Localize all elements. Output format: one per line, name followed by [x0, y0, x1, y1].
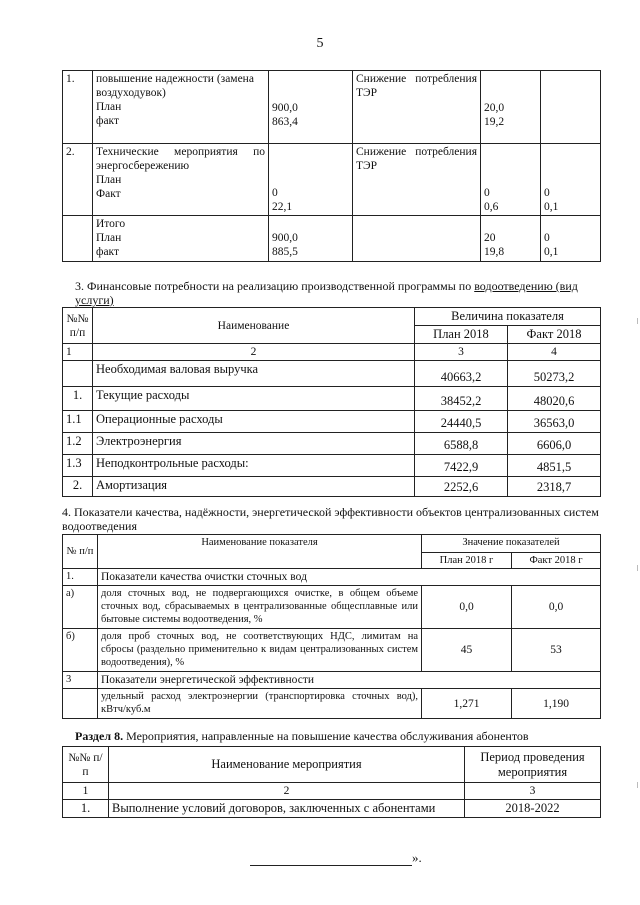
table-row: 1. Выполнение условий договоров, заключенных с абонентами 2018-2022 [63, 800, 601, 818]
col-num-header: № п/п [63, 535, 98, 569]
scan-mark [637, 318, 638, 324]
section4-heading: 4. Показатели качества, надёжности, энергетической эффективности объектов централизованных систем водоотведения [62, 505, 599, 533]
col-value-header: Значение показателей [422, 535, 601, 553]
finance-table [62, 307, 601, 497]
table-row: б) доля проб сточных вод, не соответствующих НДС, лимитам на сбросы (раздельно применительно к видам централизованных систем водоотведения), % 45 53 [63, 629, 601, 672]
table-row: а) доля сточных вод, не подвергающихся очистке, в общем объеме сточных вод, сбрасываемых в централизованные общесплавные или бытовые системы водоотведения, % 0,0 0,0 [63, 586, 601, 629]
measure-name: Итого План факт [93, 216, 269, 262]
col-period-header: Период проведения мероприятия [465, 747, 601, 783]
scan-mark [637, 782, 638, 788]
col-fact-header: Факт 2018 [508, 326, 601, 344]
col-num-header: №№ п/п [63, 747, 109, 783]
measures-table [62, 70, 601, 262]
col-plan-header: План 2018 г [422, 553, 512, 569]
closing-quote: ». [412, 850, 422, 865]
table-row: Необходимая валовая выручка 40663,2 50273,2 [63, 361, 601, 387]
section3-heading: 3. Финансовые потребности на реализацию производственной программы по водоотведению (вид услуги) [75, 279, 578, 307]
table-row: Итого План факт 900,0 885,5 20 19,8 0 0,1 [63, 216, 601, 262]
col-name-header: Наименование [93, 308, 415, 344]
col-value-header: Величина показателя [415, 308, 601, 326]
table-row: 1.3 Неподконтрольные расходы: 7422,9 4851,5 [63, 455, 601, 477]
table-row: 1. повышение надежности (замена воздуходувок) План факт 900,0 863,4 Снижение потребления ТЭР 20,0 19,2 [63, 71, 601, 144]
measure-name: Технические мероприятия по энергосбережению План Факт [93, 144, 269, 216]
table-row: 1. Показатели качества очистки сточных вод [63, 569, 601, 586]
table-row: 1.1 Операционные расходы 24440,5 36563,0 [63, 411, 601, 433]
col-plan-header: План 2018 [415, 326, 508, 344]
scan-mark [637, 565, 638, 571]
col-name-header: Наименование показателя [98, 535, 422, 569]
table-row: удельный расход электроэнергии (транспортировка сточных вод), кВтч/куб.м 1,271 1,190 [63, 689, 601, 719]
page-number: 5 [316, 36, 324, 51]
quality-table [62, 534, 601, 719]
service-quality-table [62, 746, 601, 818]
table-row: 1. Текущие расходы 38452,2 48020,6 [63, 387, 601, 411]
index-row: 1 2 3 [63, 783, 601, 800]
table-row: 2. Технические мероприятия по энергосбережению План Факт 0 22,1 Снижение потребления ТЭР 0 0,6 0 0,1 [63, 144, 601, 216]
col-num-header: №№ п/п [63, 308, 93, 344]
col-name-header: Наименование мероприятия [109, 747, 465, 783]
closing-signature [250, 850, 422, 866]
index-row: 1 2 3 4 [63, 344, 601, 361]
table-row: 1.2 Электроэнергия 6588,8 6606,0 [63, 433, 601, 455]
table-row: 3 Показатели энергетической эффективности [63, 672, 601, 689]
service-type-link: водоотведению (вид [474, 279, 578, 293]
measure-name: повышение надежности (замена воздуходувок) План факт [93, 71, 269, 144]
signature-line [250, 855, 412, 866]
table-row: 2. Амортизация 2252,6 2318,7 [63, 477, 601, 497]
section8-heading: Раздел 8. Мероприятия, направленные на повышение качества обслуживания абонентов [75, 729, 529, 743]
col-fact-header: Факт 2018 г [512, 553, 601, 569]
